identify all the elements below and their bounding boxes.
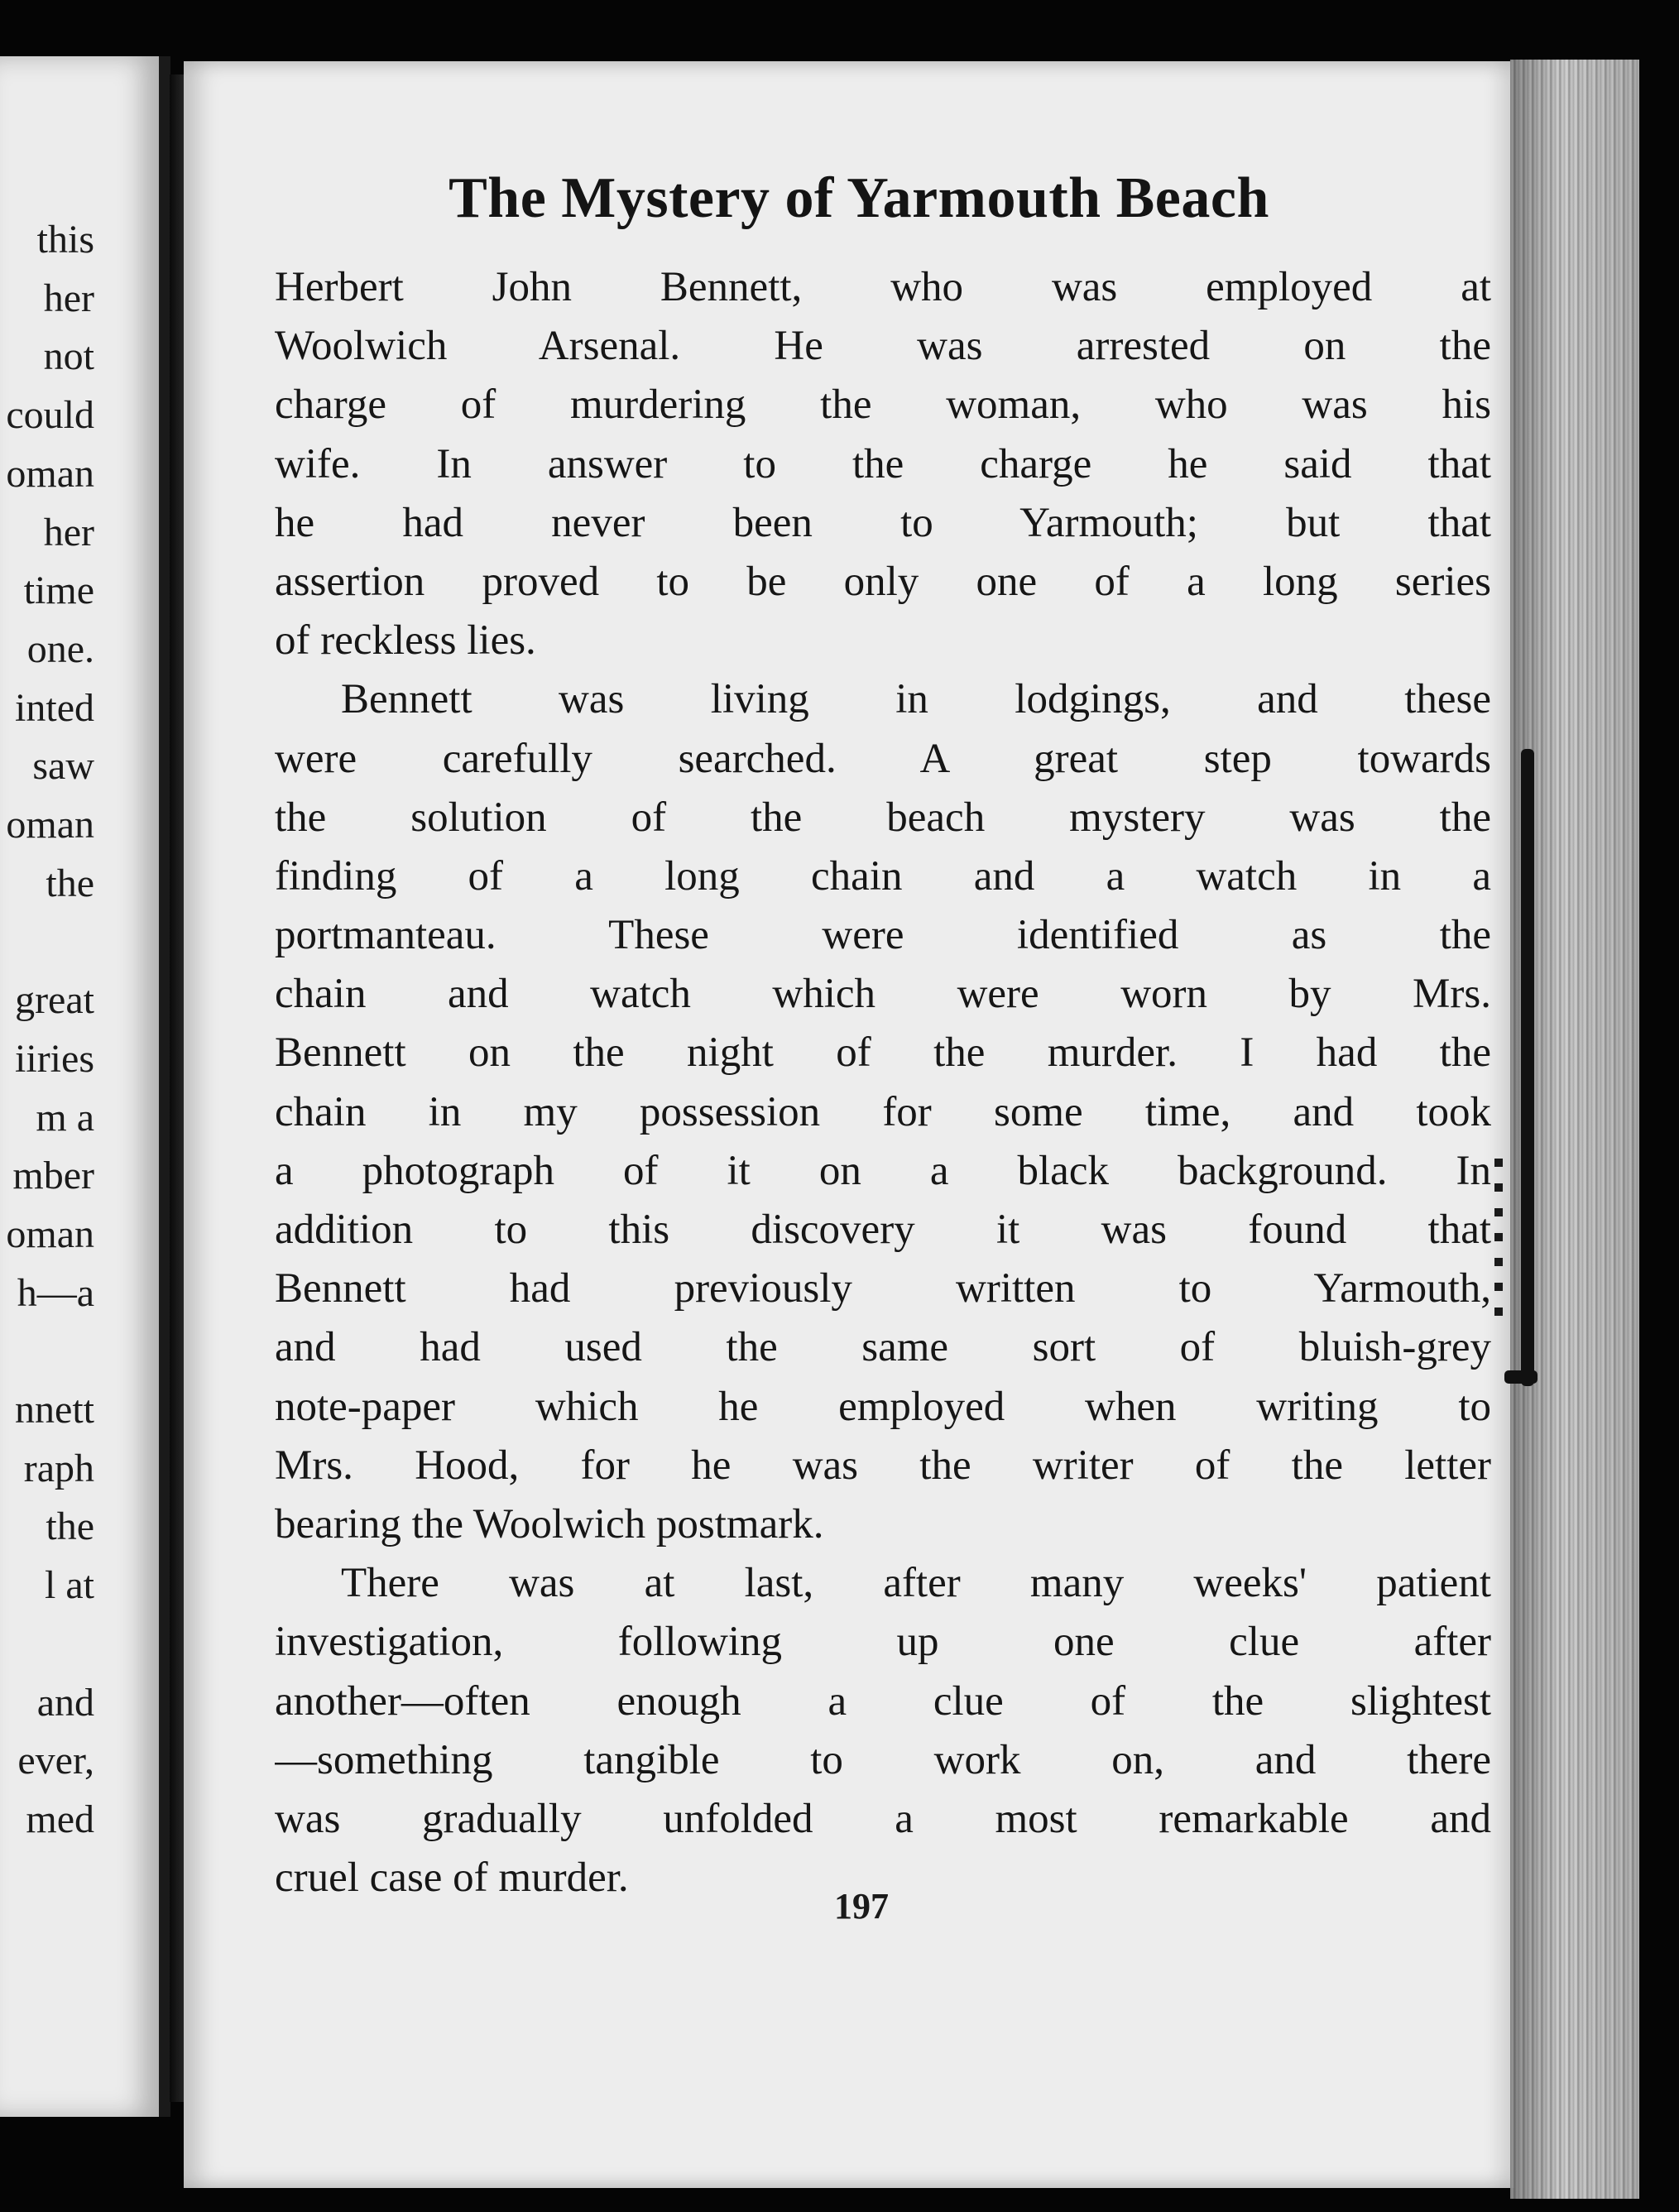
- text-line: was gradually unfolded a most remarkable and: [275, 1795, 1491, 1842]
- text-line: of reckless lies.: [275, 617, 536, 665]
- text-line: note-paper which he employed when writing to: [275, 1383, 1491, 1430]
- page-edge-marks: [1494, 1159, 1503, 1324]
- previous-page-line: saw: [32, 744, 94, 789]
- text-line: finding of a long chain and a watch in a: [275, 852, 1491, 900]
- text-line: were carefully searched. A great step towards: [275, 735, 1491, 782]
- text-line: another—often enough a clue of the slightest: [275, 1677, 1491, 1725]
- previous-page-line: one.: [26, 626, 94, 671]
- text-line: Herbert John Bennett, who was employed at: [275, 264, 1491, 310]
- text-line: wife. In answer to the charge he said that: [275, 440, 1491, 487]
- text-line: Woolwich Arsenal. He was arrested on the: [275, 323, 1491, 370]
- previous-page-line: this: [36, 218, 94, 262]
- text-line: chain and watch which were worn by Mrs.: [275, 971, 1491, 1018]
- previous-page-line: her: [43, 276, 94, 320]
- text-line: Bennett had previously written to Yarmouth,: [275, 1265, 1491, 1312]
- previous-page-line: time: [23, 569, 94, 613]
- text-line: investigation, following up one clue after: [275, 1619, 1491, 1666]
- text-line: the solution of the beach mystery was the: [275, 794, 1491, 841]
- text-line: cruel case of murder.: [275, 1855, 629, 1902]
- running-title: The Mystery of Yarmouth Beach: [449, 166, 1269, 230]
- text-line: a photograph of it on a black background. In: [275, 1147, 1491, 1194]
- previous-page-line: not: [43, 334, 94, 379]
- previous-page-line: nnett: [15, 1388, 94, 1432]
- previous-page-line: mber: [12, 1154, 94, 1198]
- paragraph-start-line: There was at last, after many weeks' patient: [341, 1560, 1491, 1607]
- text-line: he had never been to Yarmouth; but that: [275, 499, 1491, 546]
- previous-page-line: great: [15, 978, 94, 1023]
- text-line: —something tangible to work on, and there: [275, 1736, 1491, 1783]
- text-line: assertion proved to be only one of a long series: [275, 558, 1491, 605]
- text-line: chain in my possession for some time, and took: [275, 1088, 1491, 1135]
- previous-page-fragment: [0, 56, 170, 2117]
- text-line: addition to this discovery it was found that: [275, 1207, 1491, 1253]
- previous-page-line: m a: [36, 1095, 94, 1140]
- page-body: [275, 258, 1491, 1907]
- text-line: and had used the same sort of bluish-grey: [275, 1324, 1491, 1371]
- previous-page-line: oman: [6, 451, 94, 496]
- previous-page-line: the: [46, 861, 94, 905]
- text-line: Mrs. Hood, for he was the writer of the letter: [275, 1442, 1491, 1489]
- previous-page-line: her: [43, 510, 94, 554]
- text-line: Bennett on the night of the murder. I had the: [275, 1029, 1491, 1077]
- text-line: charge of murdering the woman, who was his: [275, 381, 1491, 429]
- previous-page-line: med: [26, 1797, 94, 1841]
- previous-page-line: the: [46, 1504, 94, 1549]
- previous-page-line: h—a: [17, 1270, 94, 1315]
- previous-page-line: oman: [6, 1212, 94, 1256]
- page-number: 197: [834, 1886, 889, 1927]
- bookmark-ribbon-end: [1504, 1370, 1537, 1384]
- previous-page-line: could: [6, 393, 94, 438]
- previous-page-line: inted: [15, 685, 94, 730]
- bookmark-ribbon: [1521, 749, 1534, 1386]
- text-line: portmanteau. These were identified as the: [275, 912, 1491, 959]
- previous-page-line: ever,: [17, 1739, 94, 1783]
- text-line: bearing the Woolwich postmark.: [275, 1500, 824, 1547]
- previous-page-line: l at: [45, 1563, 94, 1608]
- previous-page-line: oman: [6, 803, 94, 847]
- paragraph-start-line: Bennett was living in lodgings, and these: [341, 676, 1491, 723]
- page: [184, 61, 1514, 2188]
- previous-page-line: iiries: [15, 1036, 94, 1081]
- previous-page-line: and: [36, 1680, 94, 1725]
- previous-page-line: raph: [23, 1446, 94, 1490]
